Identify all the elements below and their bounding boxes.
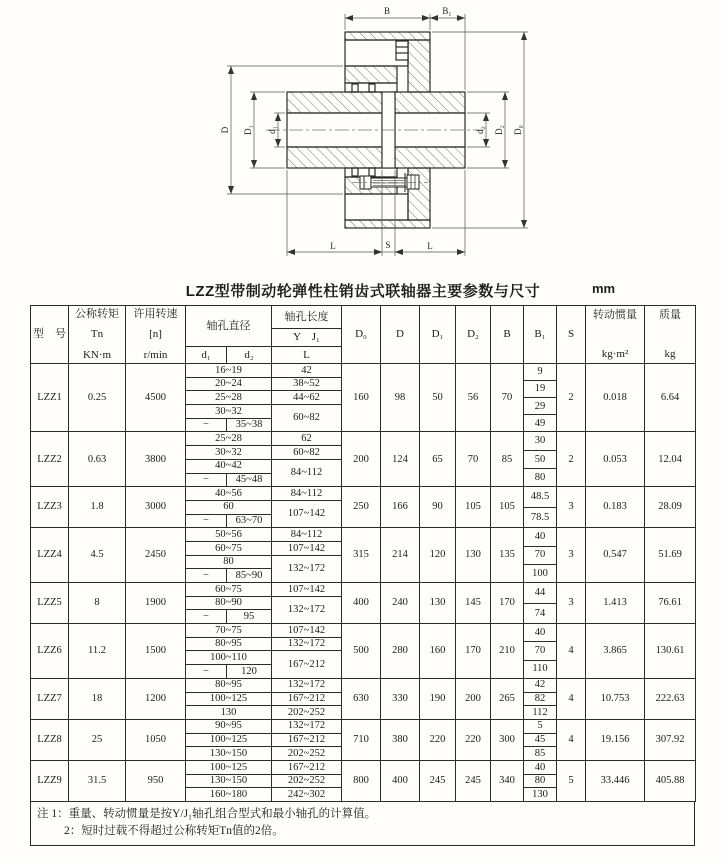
cell-bore-L: 107~142 [272, 541, 342, 555]
cell-B1 [524, 364, 557, 432]
cell-speed: 1500 [126, 624, 186, 679]
cell-bore-L: 84~112 [272, 528, 342, 542]
cell-bore-d2: 120 [227, 665, 272, 679]
cell-bore-d: 30~32 [186, 405, 272, 419]
cell-bore-d1: − [186, 418, 227, 432]
cell-model: LZZ1 [31, 364, 69, 432]
cell-bore-L: 167~212 [272, 651, 342, 678]
cell-B: 300 [491, 719, 524, 760]
cell-D0: 710 [342, 719, 381, 760]
b1-value: 82 [524, 692, 556, 706]
cell-model: LZZ5 [31, 583, 69, 624]
cell-S: 4 [557, 624, 586, 679]
b1-value: 40 [534, 531, 546, 543]
header-bore-length: 轴孔长度 [272, 306, 342, 329]
cell-bore-d: 80~90 [186, 596, 272, 610]
cell-bore-d: 130~150 [186, 747, 272, 761]
cell-D1: 220 [420, 719, 456, 760]
header-S: S [557, 306, 586, 364]
cell-bore-L: 38~52 [272, 377, 342, 391]
cell-D0: 500 [342, 624, 381, 679]
cell-torque: 31.5 [69, 760, 126, 801]
cell-bore-d: 100~125 [186, 733, 272, 747]
cell-B: 85 [491, 432, 524, 487]
cell-D2: 130 [456, 528, 491, 583]
cell-bore-L: 42 [272, 364, 342, 378]
b1-value: 19 [524, 380, 556, 397]
cell-B1 [524, 528, 557, 583]
cell-D0: 800 [342, 760, 381, 801]
cell-speed: 1200 [126, 678, 186, 719]
cell-bore-L: 132~172 [272, 637, 342, 651]
cell-torque: 1.8 [69, 487, 126, 528]
header-inertia [586, 306, 645, 364]
spec-row-LZZ3-0 [31, 487, 696, 501]
spec-row-LZZ8-0 [31, 719, 696, 733]
cell-bore-d1: − [186, 610, 227, 624]
cell-S: 3 [557, 487, 586, 528]
cell-bore-L: 60~82 [272, 446, 342, 460]
cell-D2: 245 [456, 760, 491, 801]
cell-inertia: 0.183 [586, 487, 645, 528]
cell-bore-d: 100~125 [186, 760, 272, 774]
b1-stack [524, 761, 556, 801]
cell-B: 340 [491, 760, 524, 801]
cell-D2: 200 [456, 678, 491, 719]
cell-bore-d: 40~56 [186, 487, 272, 501]
cell-D: 214 [381, 528, 420, 583]
b1-value: 30 [534, 435, 546, 447]
spec-table-body [31, 364, 696, 802]
cell-bore-d: 30~32 [186, 446, 272, 460]
header-D1: D₁ [420, 306, 456, 364]
cell-bore-L: 132~172 [272, 678, 342, 692]
cell-model: LZZ7 [31, 678, 69, 719]
cell-bore-d: 100~110 [186, 651, 272, 665]
dim-label-D: D [220, 126, 230, 134]
b1-stack [524, 624, 556, 678]
b1-value: 50 [524, 450, 556, 468]
cell-D2: 220 [456, 719, 491, 760]
cell-inertia: 0.053 [586, 432, 645, 487]
b1-value: 45 [524, 733, 556, 747]
header-D2: D₂ [456, 306, 491, 364]
cell-speed: 1050 [126, 719, 186, 760]
cell-D0: 630 [342, 678, 381, 719]
dim-label-L-left: L [330, 241, 336, 251]
cell-D2: 56 [456, 364, 491, 432]
b1-stack [524, 487, 556, 527]
spec-row-LZZ9-0 [31, 760, 696, 774]
dim-label-B1: B₁ [442, 6, 452, 16]
cell-inertia: 33.446 [586, 760, 645, 801]
header-torque-sym: Tn [90, 328, 104, 341]
cell-S: 5 [557, 760, 586, 801]
header-inertia-cn: 转动惯量 [593, 308, 637, 321]
b1-stack [524, 720, 556, 760]
cell-speed: 950 [126, 760, 186, 801]
b1-value: 130 [524, 787, 556, 801]
cell-inertia: 3.865 [586, 624, 645, 679]
cell-S: 2 [557, 364, 586, 432]
cell-D1: 130 [420, 583, 456, 624]
cell-inertia: 10.753 [586, 678, 645, 719]
b1-value: 78.5 [524, 507, 556, 528]
coupling-cross-section-drawing [0, 0, 726, 272]
cell-speed: 2450 [126, 528, 186, 583]
cell-inertia: 19.156 [586, 719, 645, 760]
cell-D: 98 [381, 364, 420, 432]
cell-bore-d1: − [186, 473, 227, 487]
dim-label-d2: d₂ [475, 126, 485, 134]
cell-B: 135 [491, 528, 524, 583]
header-speed-cn: 许用转速 [133, 308, 178, 320]
spec-row-LZZ1-0 [31, 364, 696, 378]
cell-bore-L: 202~252 [272, 747, 342, 761]
cell-bore-L: 60~82 [272, 405, 342, 432]
cell-bore-d: 130~150 [186, 774, 272, 788]
b1-value: 100 [524, 564, 556, 582]
cell-mass: 222.63 [645, 678, 696, 719]
b1-value: 110 [524, 660, 556, 678]
cell-mass: 130.61 [645, 624, 696, 679]
cell-B1 [524, 624, 557, 679]
cell-model: LZZ2 [31, 432, 69, 487]
cell-bore-d: 20~24 [186, 377, 272, 391]
cell-B1 [524, 678, 557, 719]
cell-model: LZZ9 [31, 760, 69, 801]
cell-bore-d2: 35~38 [227, 418, 272, 432]
cell-B1 [524, 583, 557, 624]
cell-S: 4 [557, 678, 586, 719]
cell-D1: 120 [420, 528, 456, 583]
b1-stack [524, 679, 556, 719]
header-model: 型 号 [31, 306, 69, 364]
b1-value: 70 [524, 641, 556, 659]
b1-stack [524, 528, 556, 582]
cell-D1: 50 [420, 364, 456, 432]
cell-torque: 8 [69, 583, 126, 624]
b1-value: 112 [524, 705, 556, 719]
header-d1: d₁ [186, 347, 227, 364]
b1-stack [524, 432, 556, 486]
cell-bore-L: 132~172 [272, 555, 342, 582]
cell-torque: 4.5 [69, 528, 126, 583]
cell-bore-L: 84~112 [272, 459, 342, 486]
cell-torque: 0.63 [69, 432, 126, 487]
spec-table [30, 305, 696, 802]
cell-speed: 3800 [126, 432, 186, 487]
cell-D2: 145 [456, 583, 491, 624]
cell-bore-L: 202~252 [272, 706, 342, 720]
cell-bore-L: 107~142 [272, 500, 342, 527]
cell-D1: 245 [420, 760, 456, 801]
cell-D2: 170 [456, 624, 491, 679]
b1-value: 40 [534, 626, 546, 638]
b1-value: 80 [524, 468, 556, 486]
cell-D0: 250 [342, 487, 381, 528]
note-item-1: 1：重量、转动惯量是按Y/J₁轴孔组合型式和最小轴孔的计算值。 [51, 808, 377, 820]
cell-mass: 76.61 [645, 583, 696, 624]
cell-bore-d2: 85~90 [227, 569, 272, 583]
cell-bore-d: 160~180 [186, 788, 272, 802]
dim-label-d1: d₁ [267, 126, 277, 134]
cell-model: LZZ6 [31, 624, 69, 679]
dim-label-D0: D₀ [513, 125, 523, 135]
cell-B: 105 [491, 487, 524, 528]
cell-inertia: 0.547 [586, 528, 645, 583]
header-torque-cn: 公称转矩 [75, 308, 119, 320]
cell-mass: 405.88 [645, 760, 696, 801]
cell-bore-d: 80~95 [186, 637, 272, 651]
cell-bore-d: 100~125 [186, 692, 272, 706]
unit-label: mm [592, 281, 616, 296]
note-line-2 [37, 823, 688, 840]
cell-B1 [524, 719, 557, 760]
b1-value: 44 [534, 586, 546, 598]
cell-mass: 12.04 [645, 432, 696, 487]
header-bore-diameter: 轴孔直径 [186, 306, 272, 347]
cell-inertia: 0.018 [586, 364, 645, 432]
cell-bore-d: 90~95 [186, 719, 272, 733]
cell-D1: 160 [420, 624, 456, 679]
cell-bore-d1: − [186, 569, 227, 583]
cell-bore-d1: − [186, 514, 227, 528]
b1-value: 29 [524, 397, 556, 414]
dim-label-D2: D₂ [494, 125, 504, 135]
cell-D: 166 [381, 487, 420, 528]
cell-bore-d: 25~28 [186, 432, 272, 446]
cell-B1 [524, 487, 557, 528]
cell-model: LZZ8 [31, 719, 69, 760]
header-B1: B₁ [524, 306, 557, 364]
cell-bore-L: 132~172 [272, 719, 342, 733]
cell-S: 2 [557, 432, 586, 487]
header-mass [645, 306, 696, 364]
header-D0: D₀ [342, 306, 381, 364]
header-bore-length-type: Y J₁ [272, 329, 342, 347]
cell-inertia: 1.413 [586, 583, 645, 624]
cell-B: 170 [491, 583, 524, 624]
b1-value: 9 [537, 366, 543, 378]
table-notes [30, 802, 695, 846]
b1-value: 70 [524, 546, 556, 564]
cell-bore-L: 167~212 [272, 692, 342, 706]
note-label: 注 [37, 808, 49, 820]
b1-stack [524, 364, 556, 431]
header-d2: d₂ [227, 347, 272, 364]
header-speed-sym: [n] [149, 328, 162, 341]
b1-value: 48.5 [530, 491, 550, 503]
cell-bore-d2: 63~70 [227, 514, 272, 528]
cell-bore-d: 25~28 [186, 391, 272, 405]
cell-D1: 90 [420, 487, 456, 528]
cell-torque: 11.2 [69, 624, 126, 679]
cell-bore-L: 202~252 [272, 774, 342, 788]
cell-speed: 1900 [126, 583, 186, 624]
cell-D1: 65 [420, 432, 456, 487]
cell-B1 [524, 432, 557, 487]
cell-bore-d2: 45~48 [227, 473, 272, 487]
header-torque [69, 306, 126, 364]
cell-D0: 200 [342, 432, 381, 487]
cell-speed: 3000 [126, 487, 186, 528]
spec-row-LZZ5-0 [31, 583, 696, 597]
cell-D0: 160 [342, 364, 381, 432]
cell-bore-d: 60~75 [186, 541, 272, 555]
header-bore-length-L: L [272, 347, 342, 364]
cell-bore-L: 62 [272, 432, 342, 446]
cell-bore-d: 80~95 [186, 678, 272, 692]
b1-value: 40 [534, 761, 546, 773]
cell-bore-d: 70~75 [186, 624, 272, 638]
cell-bore-d: 60~75 [186, 583, 272, 597]
cell-bore-L: 167~212 [272, 733, 342, 747]
cell-mass: 28.09 [645, 487, 696, 528]
cell-bore-L: 242~302 [272, 788, 342, 802]
cell-speed: 4500 [126, 364, 186, 432]
cell-bore-d: 16~19 [186, 364, 272, 378]
spec-row-LZZ4-0 [31, 528, 696, 542]
spec-row-LZZ7-0 [31, 678, 696, 692]
b1-value: 42 [534, 679, 546, 691]
page-title: LZZ型带制动轮弹性柱销齿式联轴器主要参数与尺寸 [185, 283, 541, 300]
header-B: B [491, 306, 524, 364]
cell-B: 265 [491, 678, 524, 719]
b1-stack [524, 583, 556, 623]
header-speed [126, 306, 186, 364]
cell-D: 400 [381, 760, 420, 801]
cell-D0: 400 [342, 583, 381, 624]
cell-S: 3 [557, 583, 586, 624]
cell-bore-d2: 95 [227, 610, 272, 624]
cell-D0: 315 [342, 528, 381, 583]
cell-torque: 25 [69, 719, 126, 760]
cell-bore-d: 60 [186, 500, 272, 514]
cell-bore-L: 107~142 [272, 583, 342, 597]
cell-model: LZZ3 [31, 487, 69, 528]
cell-D2: 70 [456, 432, 491, 487]
b1-value: 85 [524, 746, 556, 760]
cell-bore-L: 167~212 [272, 760, 342, 774]
cell-D: 240 [381, 583, 420, 624]
cell-bore-d: 50~56 [186, 528, 272, 542]
spec-table-header [31, 306, 696, 364]
cell-bore-d: 80 [186, 555, 272, 569]
header-D: D [381, 306, 420, 364]
cell-B: 210 [491, 624, 524, 679]
spec-row-LZZ6-0 [31, 624, 696, 638]
cell-B1 [524, 760, 557, 801]
dim-label-S: S [385, 240, 391, 250]
cell-bore-d: 130 [186, 706, 272, 720]
cell-D2: 105 [456, 487, 491, 528]
cell-S: 3 [557, 528, 586, 583]
cell-bore-d1: − [186, 665, 227, 679]
dim-label-B: B [383, 6, 391, 16]
dimension-labels [220, 6, 523, 251]
cell-bore-d: 40~42 [186, 459, 272, 473]
cell-mass: 307.92 [645, 719, 696, 760]
cell-D: 280 [381, 624, 420, 679]
header-speed-unit: r/min [143, 348, 168, 361]
spec-table-section [30, 305, 697, 846]
header-torque-unit: KN·m [82, 348, 112, 361]
b1-value: 74 [524, 603, 556, 624]
header-mass-cn: 质量 [659, 308, 681, 321]
elastic-pin-top [396, 41, 408, 60]
cell-mass: 6.64 [645, 364, 696, 432]
header-mass-unit: kg [664, 348, 676, 361]
cell-torque: 0.25 [69, 364, 126, 432]
cell-bore-L: 44~62 [272, 391, 342, 405]
cell-B: 70 [491, 364, 524, 432]
cell-D: 124 [381, 432, 420, 487]
cell-model: LZZ4 [31, 528, 69, 583]
dim-label-D1: D₁ [243, 125, 253, 135]
cell-S: 4 [557, 719, 586, 760]
cell-mass: 51.69 [645, 528, 696, 583]
cell-torque: 18 [69, 678, 126, 719]
b1-value: 49 [524, 414, 556, 431]
dim-label-L-right: L [427, 241, 433, 251]
b1-value: 5 [537, 720, 543, 732]
cell-bore-L: 107~142 [272, 624, 342, 638]
note-line-1 [37, 806, 688, 823]
header-inertia-unit: kg·m² [601, 348, 629, 361]
cell-bore-L: 132~172 [272, 596, 342, 623]
note-item-2: 2：短时过载不得超过公称转矩Tn值的2倍。 [64, 824, 284, 837]
b1-value: 80 [524, 774, 556, 788]
cell-D: 380 [381, 719, 420, 760]
cell-D: 330 [381, 678, 420, 719]
cell-D1: 190 [420, 678, 456, 719]
cell-bore-L: 84~112 [272, 487, 342, 501]
spec-row-LZZ2-0 [31, 432, 696, 446]
